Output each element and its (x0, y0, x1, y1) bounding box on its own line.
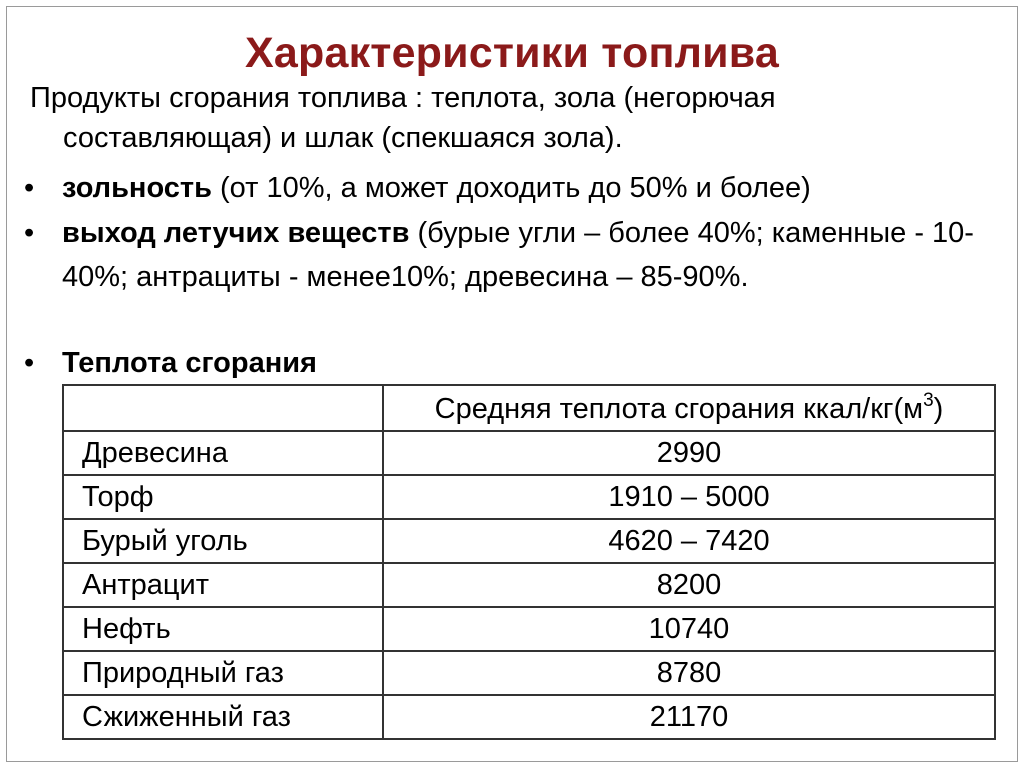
fuel-value: 8200 (383, 563, 995, 607)
bullet-ash-content (24, 166, 999, 210)
fuel-name: Торф (63, 475, 383, 519)
fuel-name: Антрацит (63, 563, 383, 607)
fuel-value: 8780 (383, 651, 995, 695)
intro-line-2: составляющая) и шлак (спекшаяся зола). (63, 122, 623, 154)
fuel-value: 4620 – 7420 (383, 519, 995, 563)
bullet-description: (бурые угли – более 40%; каменные - 10-40%; антрациты - менее10%; древесина – 85-90%. (62, 217, 974, 293)
bullet-dot: • (24, 172, 35, 204)
fuel-name: Бурый уголь (63, 519, 383, 563)
header-close: ) (933, 392, 944, 425)
table-row (63, 475, 995, 519)
intro-line-1: Продукты сгорания топлива : теплота, зола (негорючая (30, 82, 776, 114)
table-row (63, 519, 995, 563)
table-row (63, 563, 995, 607)
bullet-term: Теплота сгорания (62, 347, 317, 379)
fuel-value: 21170 (383, 695, 995, 739)
table-row (63, 431, 995, 475)
fuel-name: Нефть (63, 607, 383, 651)
bullet-description: (от 10%, а может доходить до 50% и более) (211, 172, 811, 204)
fuel-value: 2990 (383, 431, 995, 475)
table-row (63, 695, 995, 739)
table-row (63, 607, 995, 651)
table-header-row (63, 385, 995, 431)
bullet-text (62, 211, 999, 299)
bullet-text (62, 166, 999, 210)
slide-title: Характеристики топлива (245, 29, 779, 77)
header-superscript: 3 (923, 389, 934, 411)
fuel-value: 1910 – 5000 (383, 475, 995, 519)
intro-paragraph (30, 78, 990, 158)
table-header-cell (383, 385, 995, 431)
header-label: Средняя теплота сгорания ккал/кг(м (434, 392, 924, 425)
heat-of-combustion-table (62, 384, 996, 740)
table-row (63, 651, 995, 695)
bullet-term: выход летучих веществ (62, 217, 410, 249)
fuel-value: 10740 (383, 607, 995, 651)
fuel-name: Природный газ (63, 651, 383, 695)
fuel-name: Сжиженный газ (63, 695, 383, 739)
fuel-name: Древесина (63, 431, 383, 475)
bullet-volatile-matter (24, 211, 999, 299)
bullet-term: зольность (62, 172, 212, 204)
bullet-dot: • (24, 347, 35, 379)
bullet-heat-of-combustion (24, 341, 999, 385)
bullet-dot: • (24, 217, 35, 249)
bullet-text (62, 341, 999, 385)
table-header-empty-cell (63, 385, 383, 431)
